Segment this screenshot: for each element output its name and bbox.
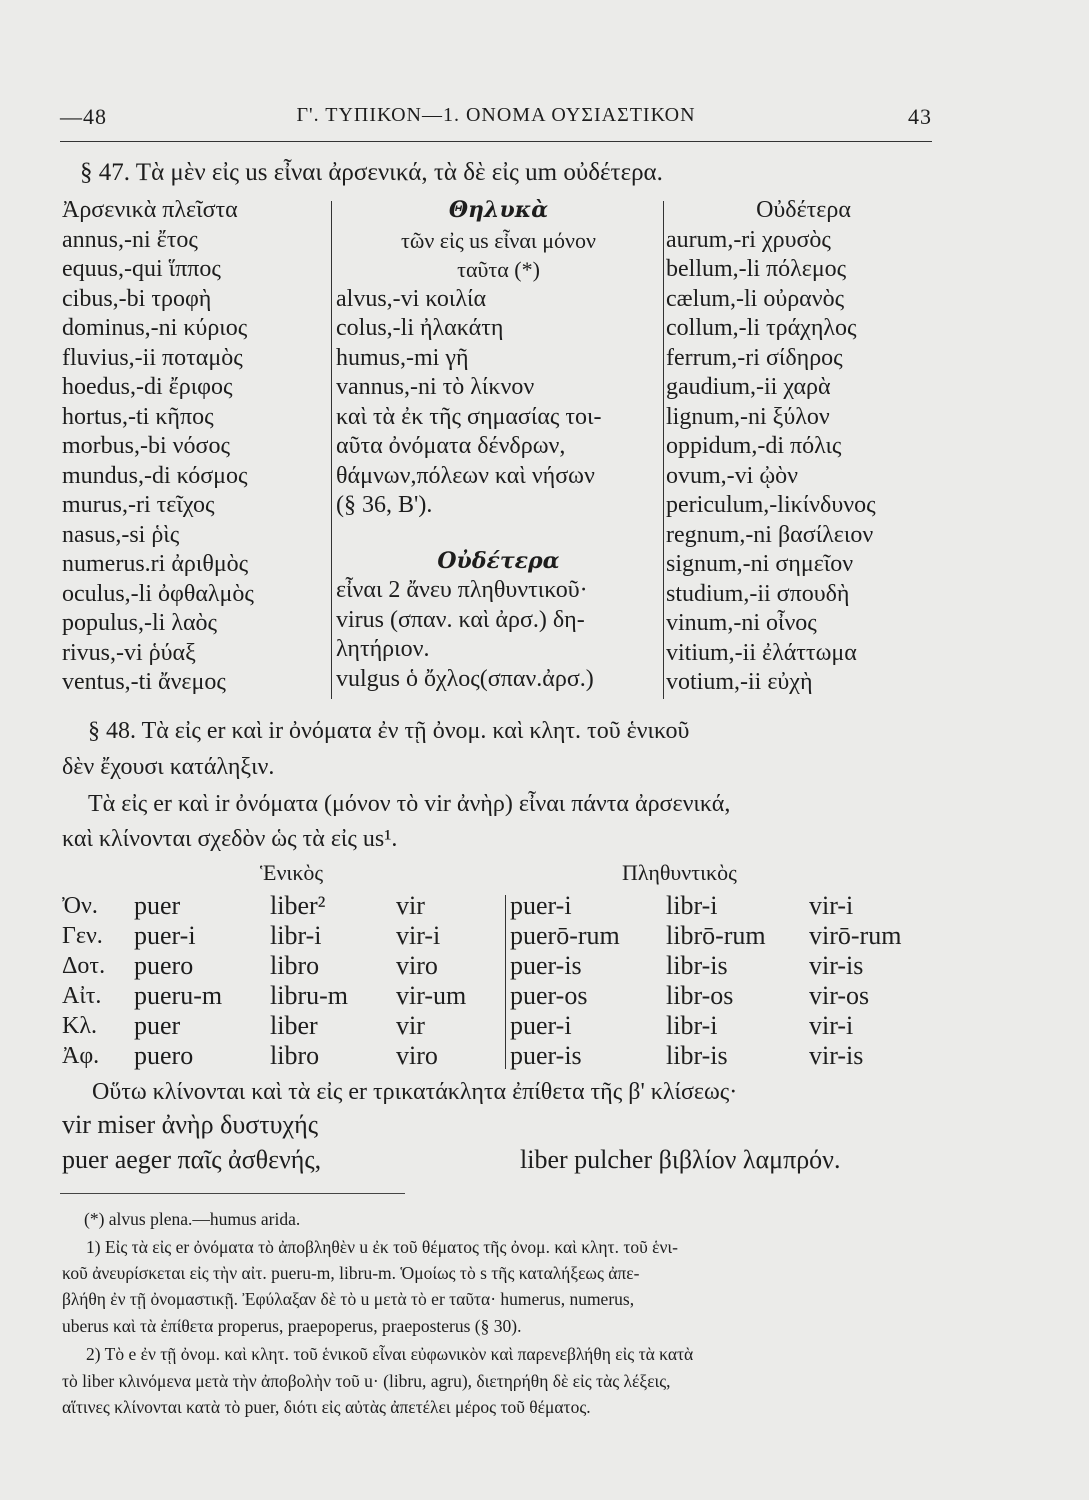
neuter-column — [666, 196, 941, 698]
footnote-line: 1) Εἰς τὰ εἰς er ὀνόματα τὸ ἀποβληθὲν u ἐκ τοῦ θέματος τῆς ὀνομ. καὶ κλητ. τοῦ ἑνι- — [86, 1237, 678, 1257]
declension-form: liber² — [270, 891, 326, 920]
vocab-entry: fluvius,-ii ποταμὸς — [62, 344, 243, 371]
vocab-entry: colus,-li ἠλακάτη — [336, 315, 504, 341]
vocab-entry: bellum,-li πόλεμος — [666, 256, 847, 282]
declension-form: libru-m — [270, 981, 348, 1010]
declension-form: vir — [396, 1011, 425, 1040]
case-labels — [62, 891, 105, 1071]
declension-form: libr-is — [666, 951, 728, 980]
declension-form: vir-is — [809, 951, 864, 980]
footnote-line: (*) alvus plena.—humus arida. — [84, 1209, 301, 1229]
header-title: Γ'. ΤΥΠΙΚΟΝ—1. ΟΝΟΜΑ ΟΥΣΙΑΣΤΙΚΟΝ — [296, 104, 696, 126]
feminine-heading: Θηλυκὰ — [448, 197, 549, 223]
plural-vir — [809, 891, 901, 1071]
vocab-entry: mundus,-di κόσμος — [62, 462, 248, 489]
vocab-entry: vinum,-ni οἶνος — [666, 610, 817, 636]
feminine-subtitle-1: τῶν εἰς us εἶναι μόνον — [401, 227, 596, 253]
declension-form: libro — [270, 1041, 320, 1070]
vocab-entry: λητήριον. — [336, 636, 430, 662]
vocab-entry: εἶναι 2 ἄνευ πληθυντικοῦ· — [336, 577, 588, 603]
declension-form: libr-i — [666, 891, 718, 920]
vocab-entry: nasus,-si ῥὶς — [62, 521, 180, 548]
footnote-line: uberus καὶ τὰ ἐπίθετα properus, praepoperus, praeposterus (§ 30). — [62, 1316, 522, 1336]
vocab-entry: vannus,-ni τὸ λίκνον — [336, 374, 535, 400]
declension-form: vir — [396, 891, 425, 920]
vocab-entry: ventus,-ti ἄνεμος — [62, 669, 226, 695]
feminine-subtitle-2: ταῦτα (*) — [457, 257, 540, 282]
vocab-entry: rivus,-vi ῥύαξ — [62, 639, 196, 666]
masculine-list — [62, 226, 330, 698]
vocab-entry: numerus.ri ἀριθμὸς — [62, 551, 249, 577]
masculine-column — [62, 196, 330, 698]
declension-form: puer-i — [134, 921, 196, 950]
declension-form: vir-os — [809, 981, 870, 1010]
declension-form: vir-um — [396, 981, 467, 1010]
vocab-entry: (§ 36, Β'). — [336, 492, 433, 518]
neuter-list — [666, 226, 941, 698]
declension-form: puer-i — [510, 891, 572, 920]
declension-form: puerō-rum — [510, 921, 620, 950]
plural-label: Πληθυντικὸς — [622, 860, 737, 885]
vocab-entry: αῦτα ὀνόματα δένδρων, — [336, 433, 566, 459]
feminine-list — [336, 285, 661, 521]
declension-divider — [505, 895, 506, 1069]
vocab-entry: murus,-ri τεῖχος — [62, 492, 215, 518]
declension-form: puer — [134, 1011, 181, 1040]
vocab-entry: vulgus ὁ ὄχλος(σπαν.ἀρσ.) — [336, 665, 594, 692]
vocab-entry: oppidum,-di πόλις — [666, 433, 842, 459]
header-rule — [60, 141, 932, 142]
vocab-entry: virus (σπαν. καὶ ἀρσ.) δη- — [336, 606, 585, 633]
footnote-line: αἵτινες κλίνονται κατὰ τὸ puer, διότι εἰς αὐτὰς ἀπετέλει μέρος τοῦ θέματος. — [62, 1397, 591, 1417]
footnote-line: βλήθη ἐν τῇ ὀνομαστικῇ. Ἐφύλαξαν δὲ τὸ u μετὰ τὸ er ταῦτα· humerus, numerus, — [62, 1289, 635, 1309]
neuter-heading: Οὐδέτερα — [756, 197, 851, 223]
section-48-line-2: δὲν ἔχουσι κατάληξιν. — [62, 754, 275, 780]
vocab-entry: oculus,-li ὀφθαλμὸς — [62, 580, 254, 607]
vocab-entry: humus,-mi γῆ — [336, 344, 469, 371]
vocab-entry: gaudium,-ii χαρὰ — [666, 374, 831, 400]
neuter-few-list — [336, 576, 661, 694]
example-puer-aeger: puer aeger παῖς ἀσθενής, — [62, 1145, 322, 1174]
footnote-line: κοῦ ἀνευρίσκεται εἰς τὴν αἰτ. pueru-m, libru-m. Ὁμοίως τὸ s τῆς καταλήξεως ἀπε- — [62, 1263, 640, 1283]
declension-form: libr-is — [666, 1041, 728, 1070]
spacer — [336, 521, 661, 547]
declension-form: librō-rum — [666, 921, 766, 950]
vocab-entry: cibus,-bi τροφὴ — [62, 285, 212, 312]
example-liber-pulcher: liber pulcher βιβλίον λαμπρόν. — [520, 1145, 841, 1174]
vocab-entry: hortus,-ti κῆπος — [62, 403, 214, 430]
vocab-entry: studium,-ii σπουδὴ — [666, 580, 850, 607]
vocab-entry: collum,-li τράχηλος — [666, 315, 857, 341]
example-vir-miser: vir miser ἀνὴρ δυστυχής — [62, 1110, 318, 1139]
footnote-rule — [60, 1193, 405, 1194]
vocab-entry: morbus,-bi νόσος — [62, 433, 230, 459]
declension-form: puer-is — [510, 1041, 582, 1070]
header-page-number: 43 — [908, 104, 932, 129]
masculine-heading: Ἀρσενικὰ πλεῖστα — [62, 197, 238, 223]
declension-form: libr-i — [270, 921, 322, 950]
vocab-entry: regnum,-ni βασίλειον — [666, 521, 874, 548]
singular-vir — [396, 891, 466, 1071]
declension-form: puer — [134, 891, 181, 920]
vocab-entry: lignum,-ni ξύλον — [666, 403, 830, 430]
declension-form: puer-is — [510, 951, 582, 980]
vocab-entry: signum,-ni σημεῖον — [666, 551, 854, 577]
singular-liber — [270, 891, 348, 1071]
vocab-entry: hoedus,-di ἔριφος — [62, 374, 233, 400]
case-label: Αἰτ. — [62, 983, 102, 1009]
case-label: Ἀφ. — [62, 1043, 100, 1069]
vocab-entry: ferrum,-ri σίδηρος — [666, 344, 843, 371]
declension-form: vir-i — [809, 891, 854, 920]
vocab-entry: cælum,-li οὐρανὸς — [666, 285, 845, 312]
declension-form: pueru-m — [134, 981, 223, 1010]
vocab-entry: periculum,-liκίνδυνος — [666, 492, 876, 518]
singular-label: Ἑνικὸς — [260, 860, 324, 885]
declension-form: viro — [396, 1041, 438, 1070]
declension-form: viro — [396, 951, 438, 980]
declension-form: libro — [270, 951, 320, 980]
singular-puer — [134, 891, 222, 1071]
vocab-entry: annus,-ni ἔτος — [62, 226, 198, 253]
case-label: Δοτ. — [62, 953, 106, 979]
vocab-entry: καὶ τὰ ἐκ τῆς σημασίας τοι- — [336, 403, 602, 430]
case-label: Ὀν. — [62, 893, 98, 919]
declension-form: puer-os — [510, 981, 588, 1010]
vocab-entry: alvus,-vi κοιλία — [336, 285, 487, 312]
vocab-entry: equus,-qui ἵππος — [62, 256, 221, 282]
vocab-entry: dominus,-ni κύριος — [62, 315, 248, 341]
plural-liber — [666, 891, 766, 1071]
feminine-column — [336, 196, 661, 694]
vocab-entry: aurum,-ri χρυσὸς — [666, 226, 831, 253]
declension-form: vir-is — [809, 1041, 864, 1070]
declension-form: liber — [270, 1011, 318, 1040]
running-header — [60, 100, 932, 140]
plural-puer — [510, 891, 620, 1071]
declension-form: vir-i — [396, 921, 441, 950]
section-48-line-3: Τὰ εἰς er καὶ ir ὀνόματα (μόνον τὸ vir ἀνὴρ) εἶναι πάντα ἀρσενικά, — [88, 791, 731, 817]
declension-form: libr-os — [666, 981, 734, 1010]
case-label: Γεν. — [62, 923, 103, 949]
vocab-entry: populus,-li λαὸς — [62, 610, 218, 636]
section-47-title: § 47. Τὰ μὲν εἰς us εἶναι ἀρσενικά, τὰ δὲ εἰς um οὐδέτερα. — [80, 159, 663, 186]
column-divider-1 — [331, 201, 332, 699]
declension-form: puer-i — [510, 1011, 572, 1040]
declension-form: puero — [134, 1041, 194, 1070]
header-left-page: —48 — [60, 104, 107, 129]
column-divider-2 — [663, 201, 664, 699]
vocab-entry: ovum,-vi ᾠὸν — [666, 462, 798, 489]
case-label: Κλ. — [62, 1013, 97, 1039]
section-48-line-4: καὶ κλίνονται σχεδὸν ὡς τὰ εἰς us¹. — [62, 826, 398, 852]
footnote-line: τὸ liber κλινόμενα μετὰ τὴν ἀποβολὴν τοῦ u· (libru, agru), διετηρήθη δὲ εἰς τὰς λέξεις, — [62, 1371, 671, 1391]
declension-form: libr-i — [666, 1011, 718, 1040]
vocab-entry: votium,-ii εὐχὴ — [666, 669, 813, 695]
footnote-line: 2) Τὸ e ἐν τῇ ὀνομ. καὶ κλητ. τοῦ ἑνικοῦ εἶναι εὐφωνικὸν καὶ παρενεβλήθη εἰς τὰ κατὰ — [86, 1344, 694, 1364]
vocab-entry: vitium,-ii ἐλάττωμα — [666, 639, 857, 666]
declension-form: virō-rum — [809, 921, 902, 950]
declension-form: puero — [134, 951, 194, 980]
section-48-line-1: § 48. Τὰ εἰς er καὶ ir ὀνόματα ἐν τῇ ὀνομ. καὶ κλητ. τοῦ ἑνικοῦ — [88, 718, 690, 744]
vocab-entry: θάμνων,πόλεων καὶ νήσων — [336, 462, 595, 489]
declension-form: vir-i — [809, 1011, 854, 1040]
neuter-few-heading: Οὐδέτερα — [437, 547, 560, 574]
after-table-line-1: Οὕτω κλίνονται καὶ τὰ εἰς er τρικατάκλητα ἐπίθετα τῆς β' κλίσεως· — [92, 1079, 738, 1105]
